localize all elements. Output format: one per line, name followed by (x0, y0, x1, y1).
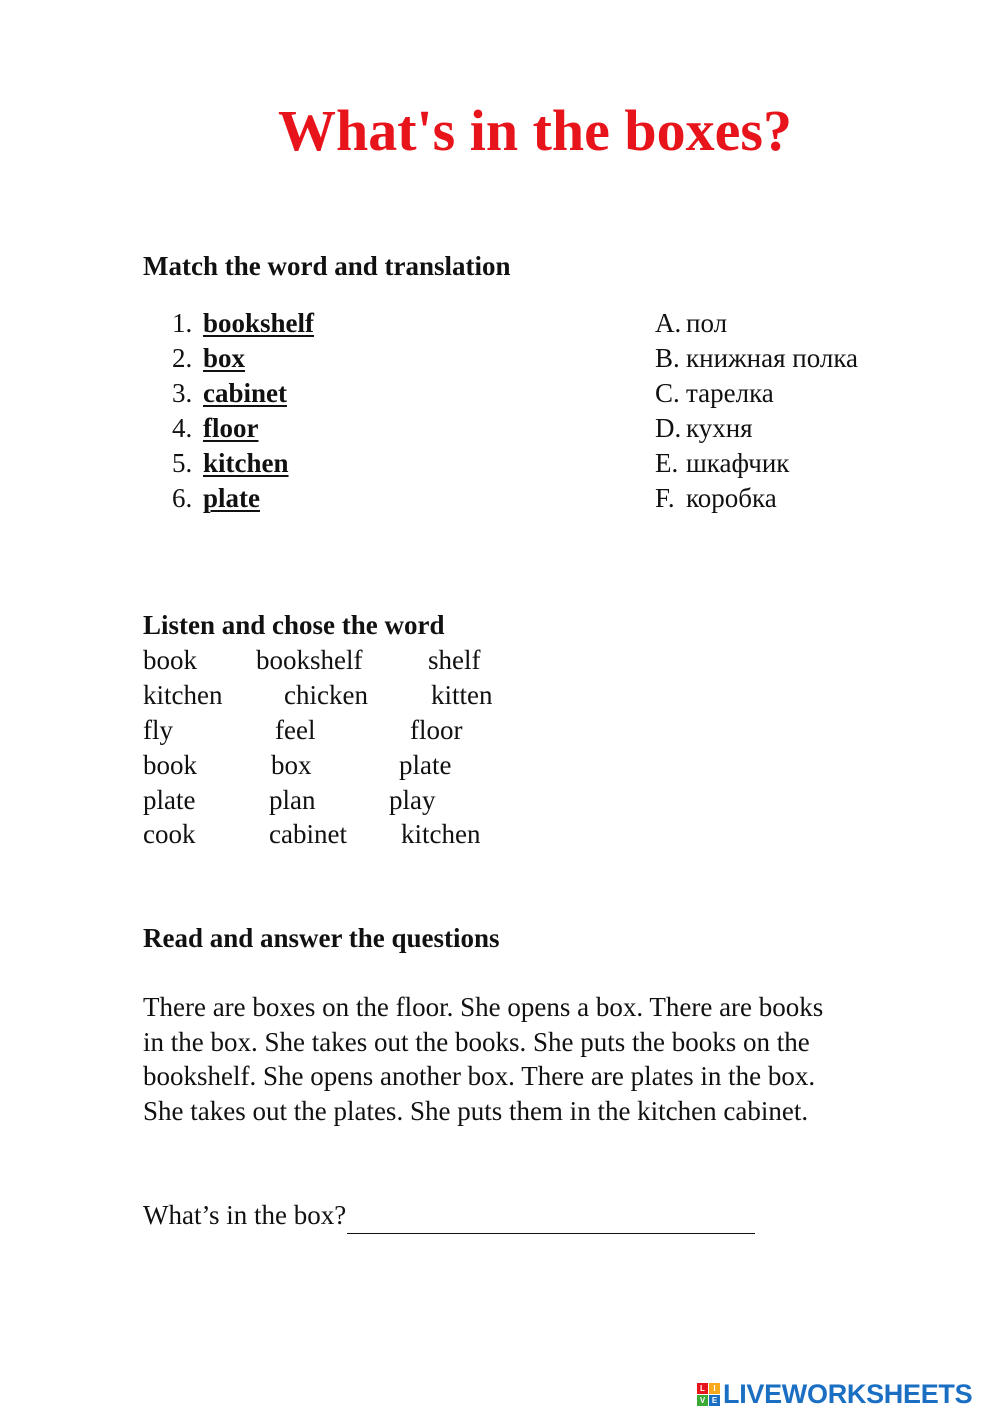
match-word-box[interactable]: box (203, 343, 246, 373)
match-row (0, 306, 1000, 341)
choice-word[interactable]: plate (143, 785, 196, 815)
match-row (0, 411, 1000, 446)
logo-mark-letter: L (697, 1383, 708, 1394)
choice-word[interactable]: book (143, 750, 197, 780)
choice-word[interactable]: play (389, 785, 436, 815)
match-word-cabinet[interactable]: cabinet (203, 378, 287, 408)
translation-letter: F. (655, 483, 675, 513)
worksheet-title: What's in the boxes? (277, 98, 792, 163)
match-heading: Match the word and translation (143, 251, 511, 281)
question-text: What’s in the box? (143, 1200, 347, 1230)
listen-heading: Listen and chose the word (143, 610, 445, 640)
paragraph-line: There are boxes on the floor. She opens a box. There are books (143, 992, 824, 1022)
word-number: 2. (172, 343, 193, 373)
choice-word[interactable]: feel (275, 715, 316, 745)
choice-word[interactable]: plan (269, 785, 316, 815)
match-row (0, 376, 1000, 411)
translation-letter: D. (655, 413, 682, 443)
match-row (0, 341, 1000, 376)
word-number: 3. (172, 378, 193, 408)
choice-word[interactable]: shelf (428, 645, 481, 675)
answer-input[interactable] (347, 1203, 755, 1234)
match-word-kitchen[interactable]: kitchen (203, 448, 289, 478)
translation-letter: C. (655, 378, 680, 408)
translation-letter: E. (655, 448, 679, 478)
match-row (0, 446, 1000, 481)
match-word-bookshelf[interactable]: bookshelf (203, 308, 315, 338)
paragraph-line: She takes out the plates. She puts them in the kitchen cabinet. (143, 1096, 809, 1127)
translation-letter: A. (655, 308, 682, 338)
choice-word[interactable]: kitchen (401, 819, 481, 849)
logo-mark-letter: E (709, 1395, 720, 1406)
word-number: 5. (172, 448, 193, 478)
match-word-plate[interactable]: plate (203, 483, 260, 513)
choice-word[interactable]: kitten (431, 680, 493, 710)
choice-word[interactable]: kitchen (143, 680, 223, 710)
word-number: 4. (172, 413, 193, 443)
logo-mark-letter: I (709, 1383, 720, 1394)
logo-mark-letter: V (697, 1395, 708, 1406)
match-row (0, 481, 1000, 516)
word-number: 1. (172, 308, 193, 338)
choice-word[interactable]: chicken (284, 680, 368, 710)
paragraph-line: in the box. She takes out the books. She puts the books on the (143, 1026, 810, 1057)
translation-letter: B. (655, 343, 680, 373)
choice-word[interactable]: bookshelf (256, 645, 363, 675)
choice-word[interactable]: floor (410, 715, 463, 745)
choice-word[interactable]: cabinet (269, 819, 347, 849)
translation-text: пол (686, 308, 728, 338)
liveworksheets-logo[interactable] (697, 1378, 972, 1410)
read-heading: Read and answer the questions (143, 923, 500, 953)
choice-word[interactable]: cook (143, 819, 196, 849)
question-row (143, 1198, 755, 1234)
choice-word[interactable]: fly (143, 715, 173, 745)
paragraph-line: bookshelf. She opens another box. There are plates in the box. (143, 1061, 816, 1092)
choice-word[interactable]: box (271, 750, 312, 780)
logo-mark-icon (697, 1383, 720, 1406)
match-word-floor[interactable]: floor (203, 413, 259, 443)
reading-paragraph (143, 990, 933, 1129)
translation-text: книжная полка (686, 343, 859, 373)
choice-word[interactable]: book (143, 645, 197, 675)
word-number: 6. (172, 483, 193, 513)
translation-text: тарелка (686, 378, 774, 408)
translation-text: кухня (686, 413, 753, 443)
translation-text: коробка (686, 483, 777, 513)
choice-word[interactable]: plate (399, 750, 452, 780)
translation-text: шкафчик (686, 448, 790, 478)
logo-text: LIVEWORKSHEETS (723, 1379, 973, 1409)
